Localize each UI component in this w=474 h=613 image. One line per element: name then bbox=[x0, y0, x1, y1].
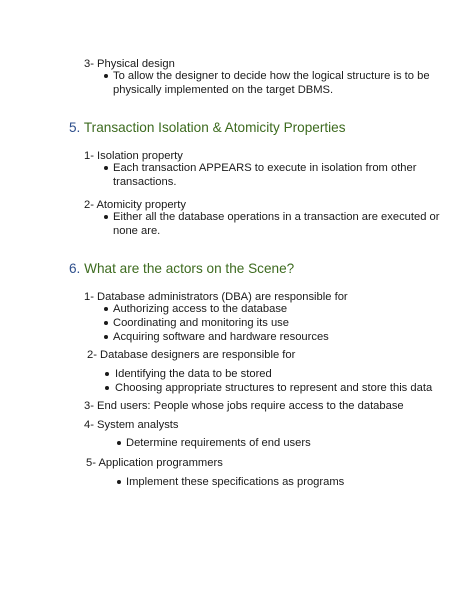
bullet-icon bbox=[104, 335, 108, 339]
bullet-icon bbox=[104, 307, 108, 311]
bullet-icon bbox=[117, 441, 121, 445]
section-6-heading bbox=[69, 260, 294, 277]
isolation-label: 1- Isolation property bbox=[84, 150, 183, 162]
designers-bullet-1: Identifying the data to be stored bbox=[115, 368, 272, 380]
bullet-icon bbox=[104, 166, 108, 170]
designers-label: 2- Database designers are responsible for bbox=[87, 349, 296, 361]
physical-design-bullet-line-2: physically implemented on the target DBMS. bbox=[113, 84, 334, 96]
designers-bullet-2: Choosing appropriate structures to represent and store this data bbox=[115, 382, 433, 394]
bullet-icon bbox=[117, 480, 121, 484]
bullet-icon bbox=[104, 215, 108, 219]
dba-bullet-3: Acquiring software and hardware resources bbox=[113, 331, 329, 343]
section-6-number: 6. bbox=[69, 261, 81, 276]
section-5-number: 5. bbox=[69, 120, 81, 135]
analysts-label: 4- System analysts bbox=[84, 419, 179, 431]
analysts-bullet-1: Determine requirements of end users bbox=[126, 437, 311, 449]
dba-label: 1- Database administrators (DBA) are responsible for bbox=[84, 291, 348, 303]
dba-bullet-2: Coordinating and monitoring its use bbox=[113, 317, 289, 329]
section-5-title: Transaction Isolation & Atomicity Properties bbox=[83, 120, 346, 135]
isolation-bullet-line-2: transactions. bbox=[113, 176, 177, 188]
section-6-title: What are the actors on the Scene? bbox=[84, 261, 295, 276]
bullet-icon bbox=[104, 74, 108, 78]
atomicity-bullet-line-1: Either all the database operations in a transaction are executed or bbox=[113, 211, 440, 223]
dba-bullet-1: Authorizing access to the database bbox=[113, 303, 288, 315]
atomicity-bullet-line-2: none are. bbox=[113, 225, 161, 237]
bullet-icon bbox=[105, 386, 109, 390]
bullet-icon bbox=[104, 321, 108, 325]
atomicity-label: 2- Atomicity property bbox=[84, 199, 186, 211]
bullet-icon bbox=[105, 372, 109, 376]
section-5-heading bbox=[69, 119, 346, 136]
physical-design-label: 3- Physical design bbox=[84, 58, 175, 70]
end-users-label: 3- End users: People whose jobs require access to the database bbox=[84, 400, 404, 412]
programmers-label: 5- Application programmers bbox=[86, 457, 223, 469]
physical-design-bullet-line-1: To allow the designer to decide how the logical structure is to be bbox=[113, 70, 430, 82]
isolation-bullet-line-1: Each transaction APPEARS to execute in isolation from other bbox=[113, 162, 417, 174]
programmers-bullet-1: Implement these specifications as programs bbox=[126, 476, 345, 488]
